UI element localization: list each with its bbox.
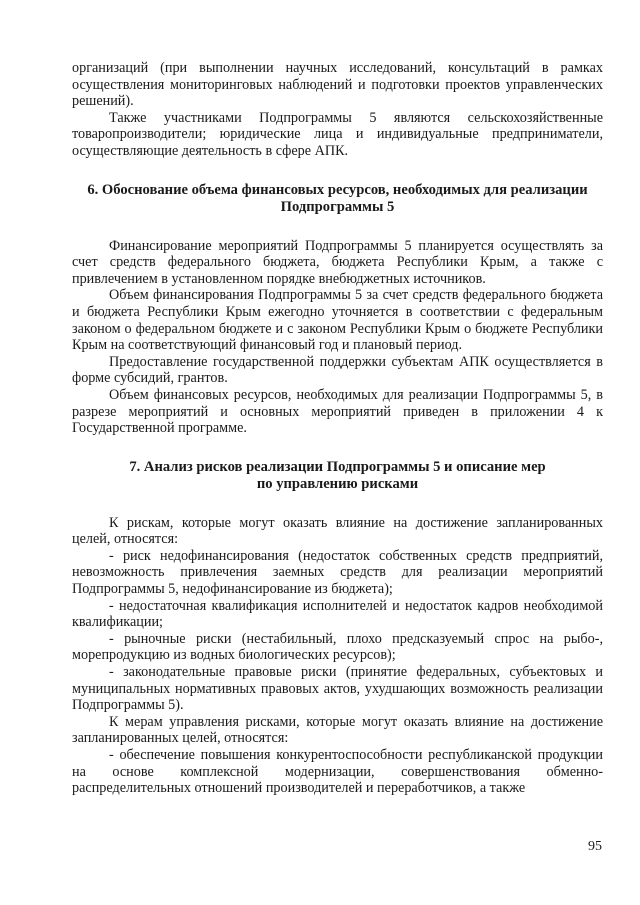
list-item-market-risk: - рыночные риски (нестабильный, плохо предсказуемый спрос на рыбо-, морепродукцию из водных биологических ресурсов); (72, 630, 603, 664)
section-6-heading (72, 182, 603, 216)
paragraph-financing: Финансирование мероприятий Подпрограммы 5 планируется осуществлять за счет средств федерального бюджета, бюджета Республики Крым, а также с привлечением в установленном порядке внебюджетных источников. (72, 237, 603, 287)
paragraph-participants: Также участниками Подпрограммы 5 являются сельскохозяйственные товаропроизводители; юридические лица и индивидуальные предприниматели, осуществляющие деятельность в сфере АПК. (72, 109, 603, 159)
document-page (72, 60, 603, 797)
section-7-heading-line2: по управлению рисками (256, 475, 419, 492)
page-number: 95 (588, 839, 602, 854)
section-7-heading-line1: 7. Анализ рисков реализации Подпрограммы 5 и описание мер (129, 458, 546, 475)
paragraph-financing-volume: Объем финансирования Подпрограммы 5 за счет средств федерального бюджета и бюджета Республики Крым ежегодно уточняется в соответствии с федеральным законом о федеральном бюджете и с законом Республики Крым о бюджете Республики Крым на соответствующий финансовый год и плановый период. (72, 287, 603, 354)
list-item-legal-risk: - законодательные правовые риски (принятие федеральных, субъектовых и муниципальных нормативных правовых актов, ухудшающих возможность реализации Подпрограммы 5). (72, 664, 603, 714)
section-6-heading-line2: Подпрограммы 5 (280, 198, 395, 215)
paragraph-risks-intro: К рискам, которые могут оказать влияние на достижение запланированных целей, относятся: (72, 514, 603, 548)
paragraph-risk-measures-intro: К мерам управления рисками, которые могут оказать влияние на достижение запланированных целей, относятся: (72, 713, 603, 747)
paragraph-state-support: Предоставление государственной поддержки субъектам АПК осуществляется в форме субсидий, грантов. (72, 353, 603, 387)
section-7-heading (72, 459, 603, 493)
paragraph-organizations: организаций (при выполнении научных исследований, консультаций в рамках осуществления мониторинговых наблюдений и подготовки проектов управленческих решений). (72, 60, 603, 110)
list-item-underfunding-risk: - риск недофинансирования (недостаток собственных средств предприятий, невозможность привлечения заемных средств для реализации мероприятий Подпрограммы 5, недофинансирование из бюджета); (72, 547, 603, 598)
list-item-qualification-risk: - недостаточная квалификация исполнителей и недостаток кадров необходимой квалификации; (72, 597, 603, 631)
paragraph-financial-resources: Объем финансовых ресурсов, необходимых для реализации Подпрограммы 5, в разрезе мероприятий и основных мероприятий приведен в приложении 4 к Государственной программе. (72, 386, 603, 437)
list-item-competitiveness-measure: - обеспечение повышения конкурентоспособности республиканской продукции на основе комплексной модернизации, совершенствования обменно-распределительных отношений производителей и переработчиков, а также (72, 747, 603, 797)
section-6-heading-line1: 6. Обоснование объема финансовых ресурсов, необходимых для реализации (87, 181, 588, 198)
